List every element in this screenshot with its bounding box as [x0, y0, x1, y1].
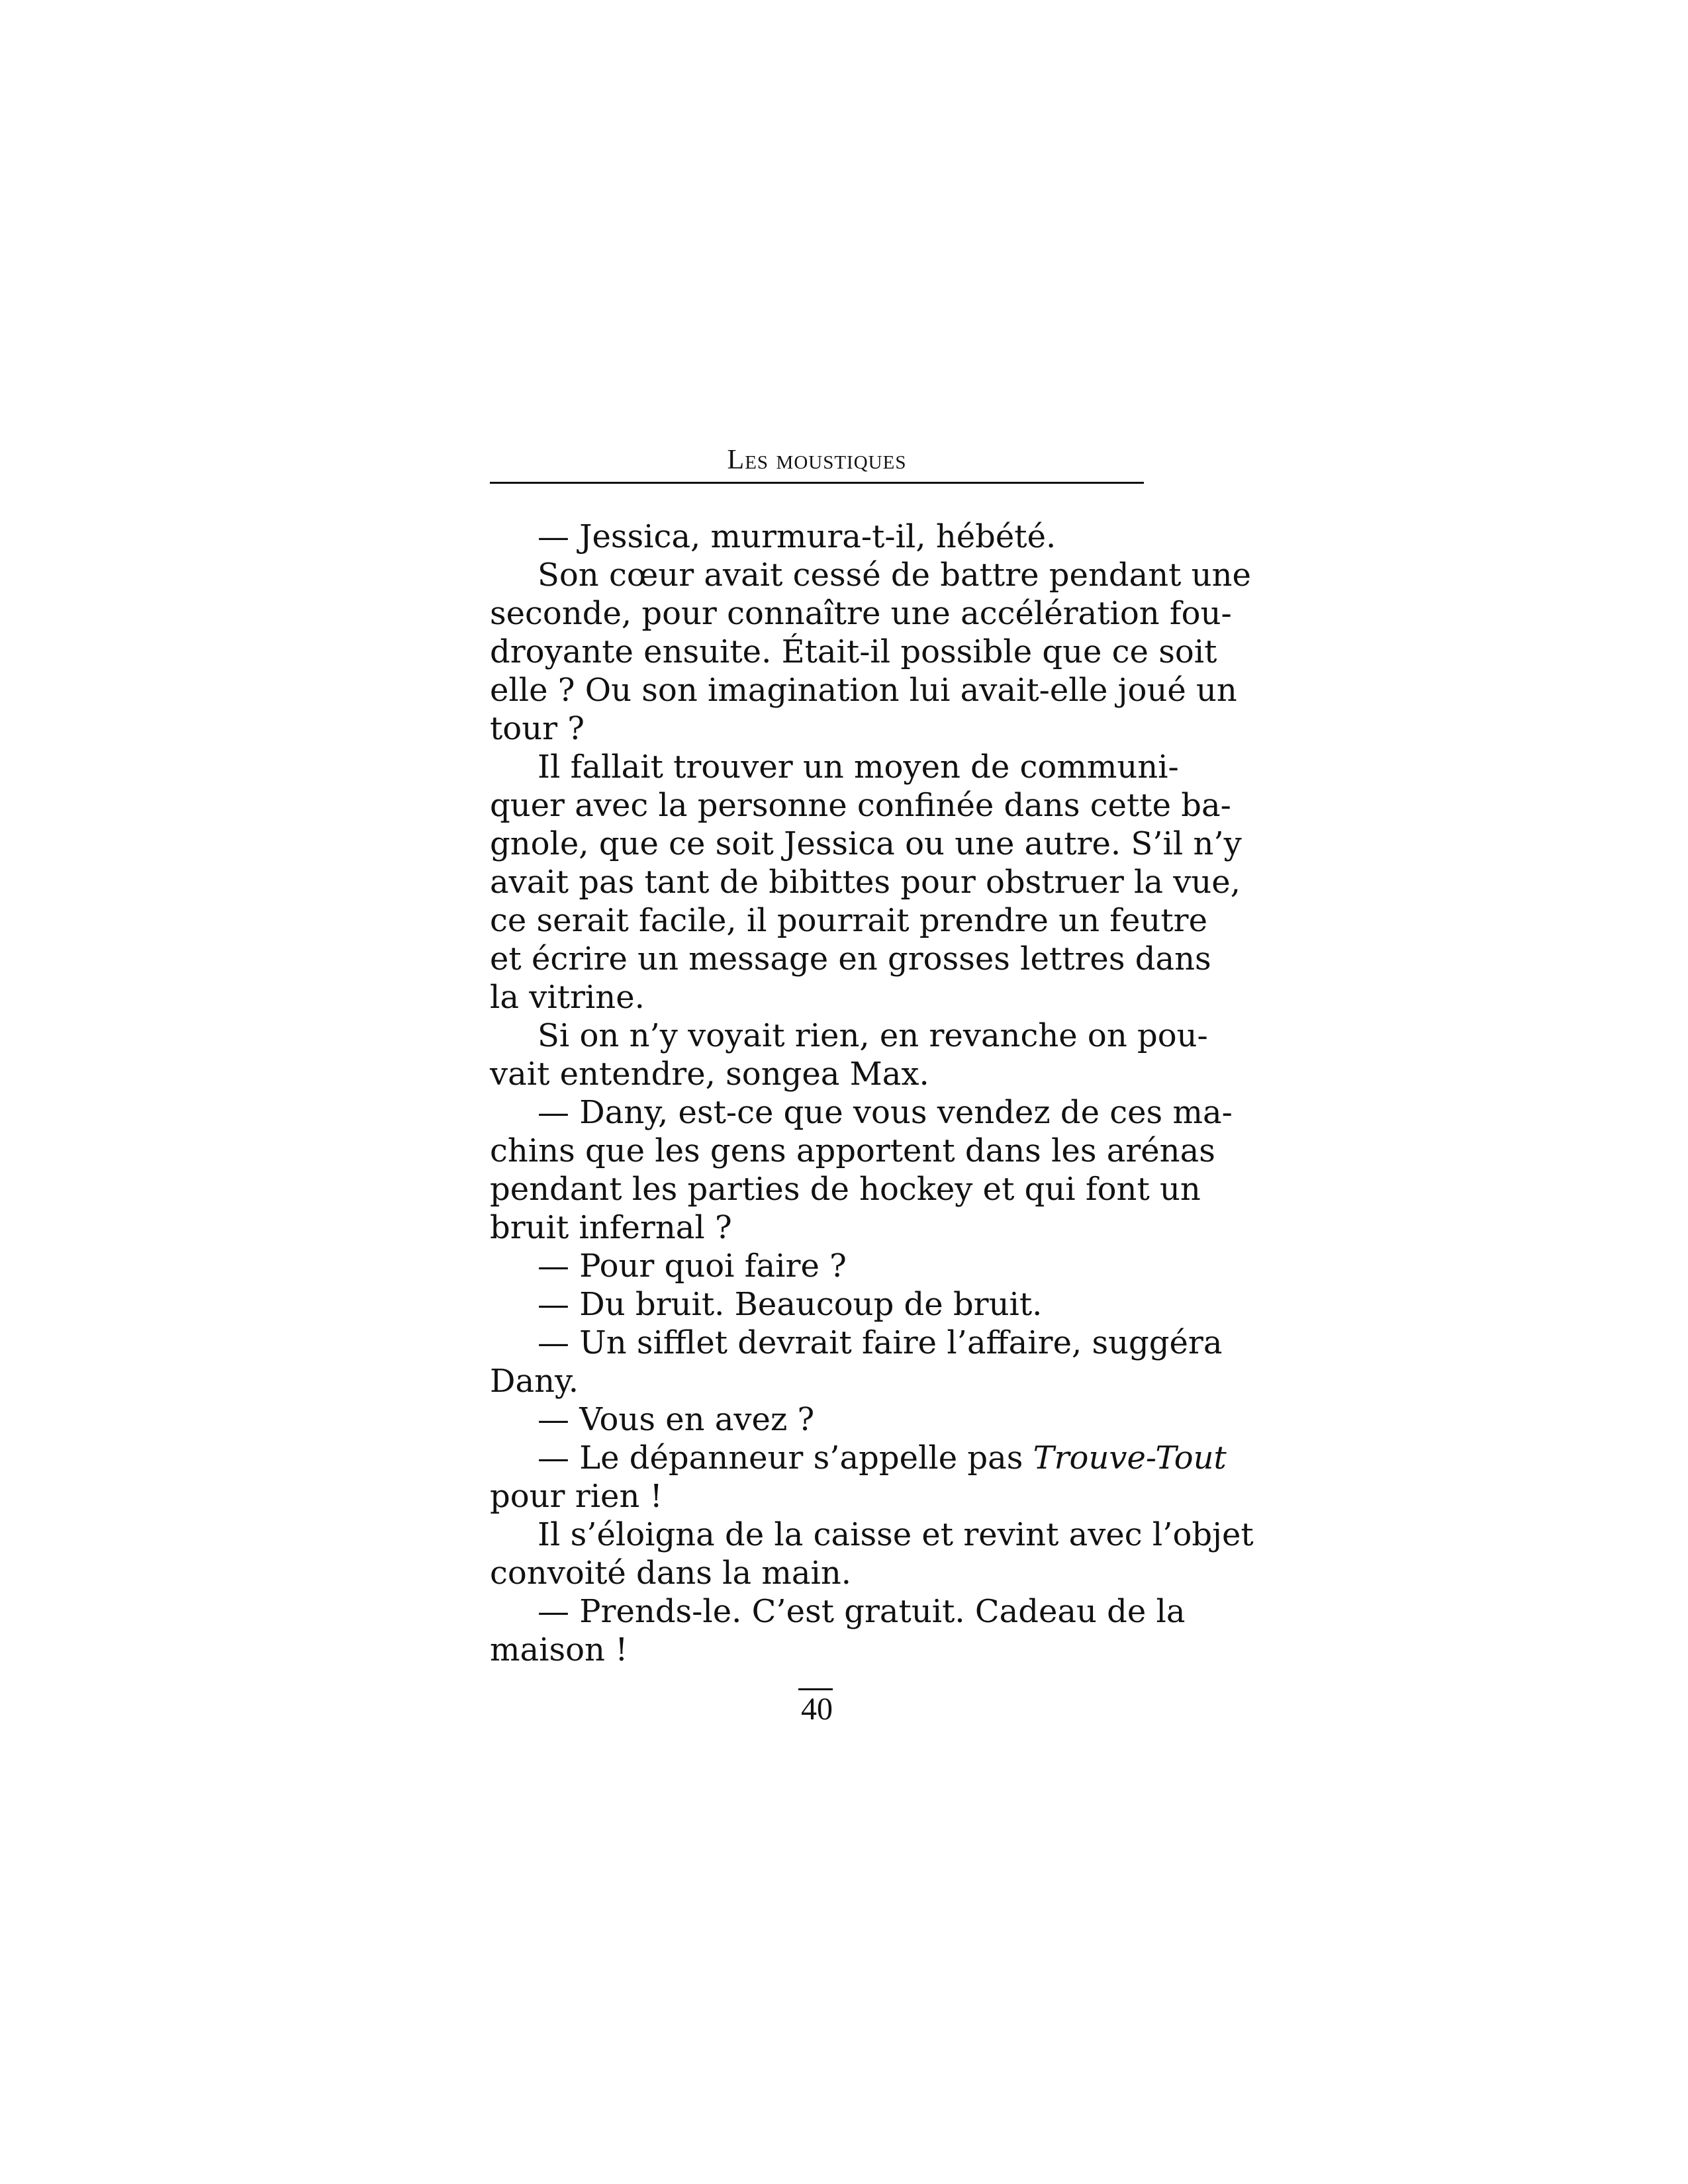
text-segment: — Le dépanneur s’appelle pas: [538, 1439, 1033, 1477]
text-line: elle ? Ou son imagination lui avait-elle joué un: [490, 672, 1237, 709]
text-line: avait pas tant de bibittes pour obstruer la vue,: [490, 864, 1241, 901]
text-line: convoité dans la main.: [490, 1555, 852, 1592]
text-line: — Un sifflet devrait faire l’affaire, suggéra: [538, 1324, 1223, 1361]
page-number: 40: [801, 1692, 833, 1727]
text-line: maison !: [490, 1631, 628, 1668]
page-number-rule: [798, 1688, 833, 1690]
running-header: Les moustiques: [727, 445, 907, 475]
text-line: — Jessica, murmura-t-il, hébété.: [538, 518, 1056, 555]
text-line: — Prends-le. C’est gratuit. Cadeau de la: [538, 1593, 1186, 1630]
body-text: [490, 518, 1254, 1669]
text-line: gnole, que ce soit Jessica ou une autre. S’il n’y: [490, 825, 1242, 862]
text-line: bruit infernal ?: [490, 1209, 732, 1246]
text-line: pour rien !: [490, 1478, 663, 1515]
text-line: Si on n’y voyait rien, en revanche on pou-: [538, 1017, 1208, 1054]
header-rule: [490, 482, 1144, 484]
text-line: — Vous en avez ?: [538, 1401, 815, 1438]
text-line: — Dany, est-ce que vous vendez de ces ma-: [538, 1094, 1233, 1131]
text-line: quer avec la personne confinée dans cette ba-: [490, 787, 1231, 824]
store-name-italic: Trouve-Tout: [1033, 1439, 1227, 1477]
text-line: vait entendre, songea Max.: [490, 1056, 929, 1093]
text-line: [490, 1439, 1227, 1477]
text-line: — Pour quoi faire ?: [538, 1248, 847, 1285]
text-line: droyante ensuite. Était-il possible que ce soit: [490, 633, 1217, 670]
text-line: Dany.: [490, 1363, 579, 1400]
text-line: Son cœur avait cessé de battre pendant une: [538, 557, 1251, 594]
text-line: la vitrine.: [490, 979, 645, 1016]
text-line: Il fallait trouver un moyen de communi-: [538, 749, 1179, 786]
text-line: tour ?: [490, 710, 585, 747]
text-line: seconde, pour connaître une accélération fou-: [490, 595, 1232, 632]
text-line: et écrire un message en grosses lettres dans: [490, 940, 1211, 978]
text-line: — Du bruit. Beaucoup de bruit.: [538, 1286, 1043, 1323]
text-line: chins que les gens apportent dans les arénas: [490, 1132, 1215, 1169]
text-line: pendant les parties de hockey et qui font un: [490, 1171, 1201, 1208]
text-line: Il s’éloigna de la caisse et revint avec l’objet: [538, 1516, 1254, 1553]
text-line: ce serait facile, il pourrait prendre un feutre: [490, 902, 1207, 939]
